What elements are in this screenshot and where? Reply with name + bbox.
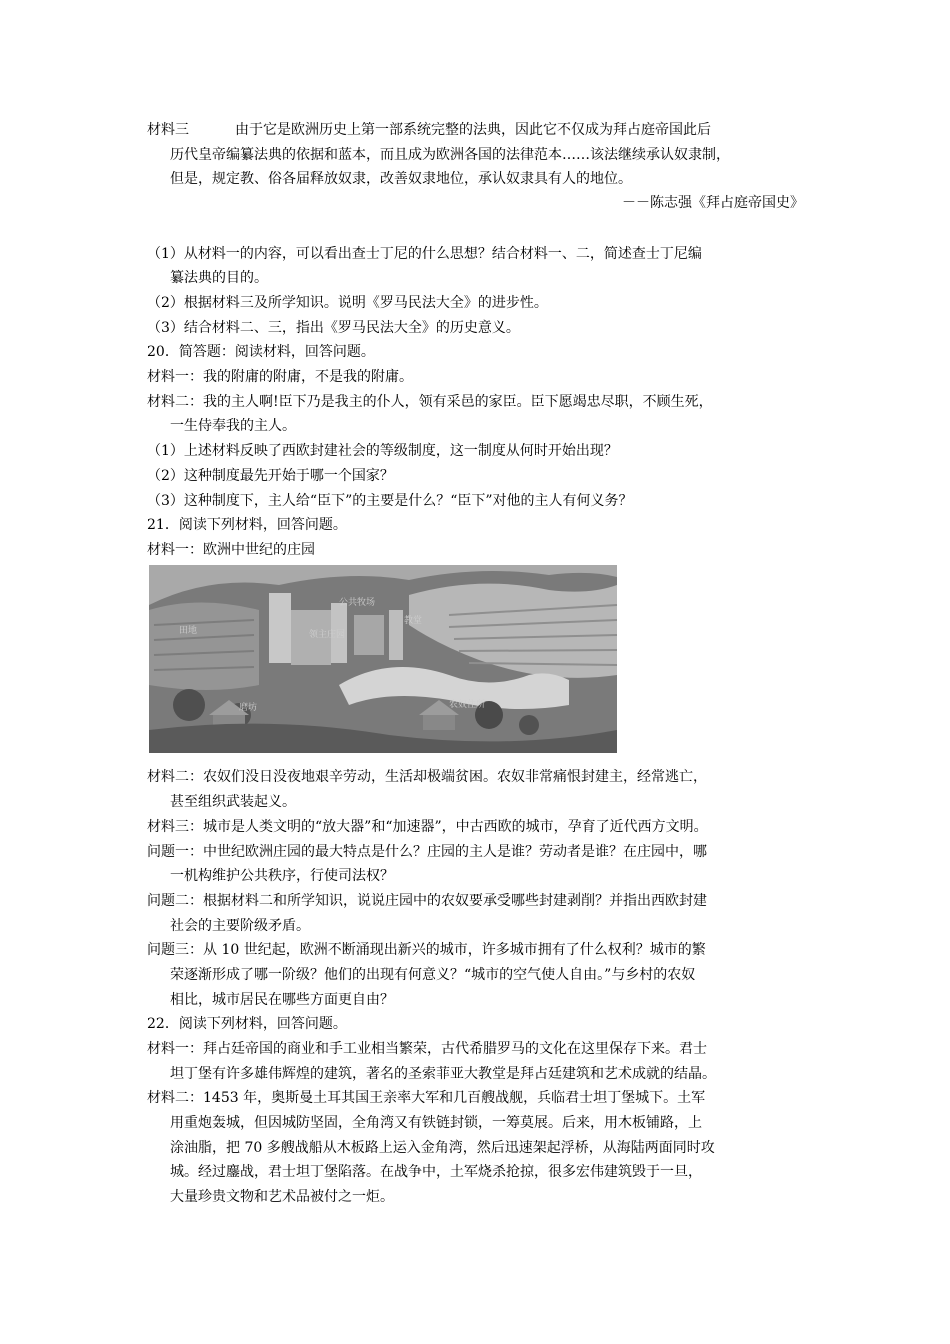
q20-part1: （1）上述材料反映了西欧封建社会的等级制度，这一制度从何时开始出现？	[147, 443, 618, 459]
q20-material2: 材料二：我的主人啊!臣下乃是我主的仆人，领有采邑的家臣。臣下愿竭忠尽职，不顾生死，	[147, 394, 713, 410]
q22-material2-cont2: 涂油脂，把 70 多艘战船从木板路上运入金角湾，然后迅速架起浮桥，从海陆两面同时攻	[170, 1140, 715, 1156]
q20-material2-cont: 一生侍奉我的主人。	[170, 418, 296, 434]
material3-source: －－陈志强《拜占庭帝国史》	[622, 195, 804, 211]
q21-question3: 问题三：从 10 世纪起，欧洲不断涌现出新兴的城市，许多城市拥有了什么权利？城市的繁	[147, 942, 706, 958]
q21-question1-cont: 一机构维护公共秩序，行使司法权？	[170, 868, 394, 884]
q21-title: 21．阅读下列材料，回答问题。	[147, 517, 347, 533]
q21-question1: 问题一：中世纪欧洲庄园的最大特点是什么？庄园的主人是谁？劳动者是谁？在庄园中，哪	[147, 844, 707, 860]
figure-label-mill: 磨坊	[239, 703, 258, 713]
q19-part3: （3）结合材料二、三，指出《罗马民法大全》的历史意义。	[147, 320, 520, 336]
q22-title: 22．阅读下列材料，回答问题。	[147, 1016, 347, 1032]
q22-material2-cont3: 城。经过鏖战，君士坦丁堡陷落。在战争中，土军烧杀抢掠，很多宏伟建筑毁于一旦，	[170, 1164, 702, 1180]
material3-line3: 但是，规定教、俗各届释放奴隶，改善奴隶地位，承认奴隶具有人的地位。	[170, 171, 632, 187]
q22-material2-cont4: 大量珍贵文物和艺术品被付之一炬。	[170, 1189, 394, 1205]
figure-label-pasture: 公共牧场	[339, 598, 376, 608]
material3-line2: 历代皇帝编纂法典的依据和蓝本，而且成为欧洲各国的法律范本……该法继续承认奴隶制，	[170, 147, 730, 163]
figure-label-manor-house: 领主庄园	[309, 630, 346, 640]
q19-part2: （2）根据材料三及所学知识。说明《罗马民法大全》的进步性。	[147, 295, 548, 311]
material3-label: 材料三	[147, 122, 189, 138]
q21-material1: 材料一：欧洲中世纪的庄园	[147, 542, 315, 558]
q20-material1: 材料一：我的附庸的附庸，不是我的附庸。	[147, 369, 413, 385]
q19-part1: （1）从材料一的内容，可以看出查士丁尼的什么思想？结合材料一、二，简述查士丁尼编	[147, 246, 702, 262]
material3-line1: 材料三 由于它是欧洲历史上第一部系统完整的法典，因此它不仅成为拜占庭帝国此后	[147, 122, 711, 138]
q21-question3-cont1: 荣逐渐形成了哪一阶级？他们的出现有何意义？“城市的空气使人自由。”与乡村的农奴	[170, 967, 696, 983]
q22-material2-cont1: 用重炮轰城，但因城防坚固，全角湾又有铁链封锁，一筹莫展。后来，用木板铺路，上	[170, 1115, 702, 1131]
q21-question3-cont2: 相比，城市居民在哪些方面更自由？	[170, 992, 394, 1008]
q21-material2: 材料二：农奴们没日没夜地艰辛劳动，生活却极端贫困。农奴非常痛恨封建主，经常逃亡，	[147, 769, 707, 785]
figure-label-fields: 田地	[179, 626, 198, 636]
q20-part3: （3）这种制度下，主人给“臣下”的主要是什么？“臣下”对他的主人有何义务？	[147, 493, 633, 509]
manor-illustration	[149, 565, 617, 753]
q21-material3: 材料三：城市是人类文明的“放大器”和“加速器”，中古西欧的城市，孕育了近代西方文明。	[147, 819, 708, 835]
q21-question2-cont: 社会的主要阶级矛盾。	[170, 918, 310, 934]
manor-drawing	[149, 565, 617, 753]
q22-material1-cont: 坦丁堡有许多雄伟辉煌的建筑，著名的圣索菲亚大教堂是拜占廷建筑和艺术成就的结晶。	[170, 1066, 716, 1082]
q19-part1-cont: 纂法典的目的。	[170, 270, 268, 286]
q20-part2: （2）这种制度最先开始于哪一个国家？	[147, 468, 394, 484]
q21-material2-cont: 甚至组织武装起义。	[170, 794, 296, 810]
q21-question2: 问题二：根据材料二和所学知识，说说庄园中的农奴要承受哪些封建剥削？并指出西欧封建	[147, 893, 707, 909]
q20-title: 20．简答题：阅读材料，回答问题。	[147, 344, 375, 360]
figure-label-church: 教堂	[404, 616, 423, 626]
q22-material2: 材料二：1453 年，奥斯曼土耳其国王亲率大军和几百艘战舰，兵临君士坦丁堡城下。土军	[147, 1090, 706, 1106]
q22-material1: 材料一：拜占廷帝国的商业和手工业相当繁荣，古代希腊罗马的文化在这里保存下来。君士	[147, 1041, 707, 1057]
figure-label-serf-housing: 农奴住所	[449, 700, 486, 710]
